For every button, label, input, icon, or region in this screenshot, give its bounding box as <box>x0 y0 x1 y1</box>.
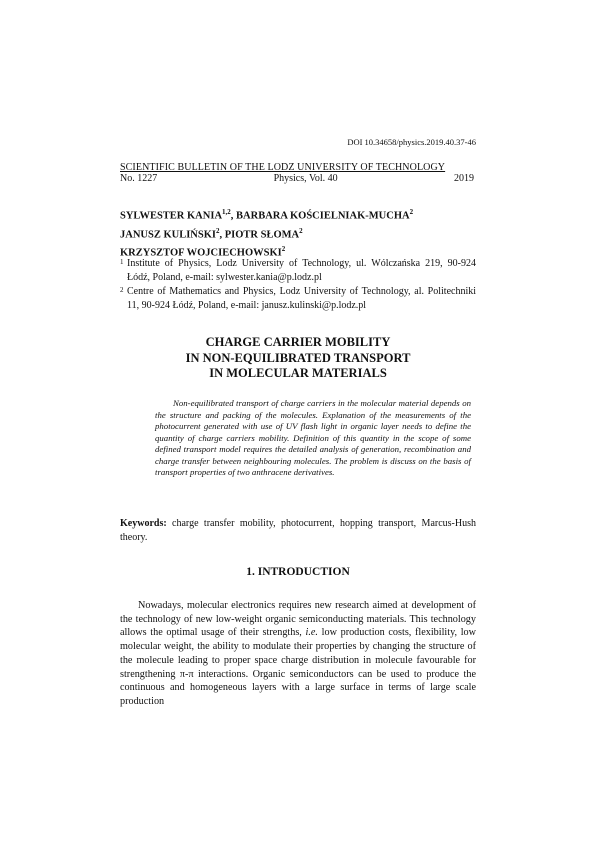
author-affil-mark: 1,2 <box>222 208 231 216</box>
keywords <box>120 517 476 544</box>
affiliation-item <box>120 257 476 284</box>
author-affil-mark: 2 <box>215 226 220 235</box>
author-affil-mark: 2 <box>409 208 414 216</box>
author-name: SYLWESTER KANIA <box>120 210 223 222</box>
title-line: CHARGE CARRIER MOBILITY <box>205 335 391 349</box>
intro-text-cont: low production costs, flexibility, low molecular weight, the ability to modulate their properties by changing the structure of the molecule leading to proper space charge distribution in molecule favourable for strengthening π-π interactions. Organic semiconductors can be used to produce the continuous and homogeneous layers with a large surface in terms of large scale production <box>120 627 477 707</box>
affiliation-number: 2 <box>120 286 124 294</box>
affiliation-item <box>120 285 476 312</box>
abstract: Non-equilibrated transport of charge carriers in the molecular material depends on the structure and packing of the molecules. Explanation of the measurements of the photocurrent generated with use of UV flash light in organic layer needs to define the quantity of charge carriers mobility. Definition of this quantity in the scope of some defined transport model requires the detailed analysis of generation, recombination and charge transfer between neighbouring molecules. The problem is discuss on the basis of transport properties of two anthracene derivatives. <box>155 398 471 477</box>
paper-title <box>120 335 476 382</box>
title-line: IN MOLECULAR MATERIALS <box>209 366 387 380</box>
author-affil-mark: 2 <box>281 245 286 253</box>
issue-volume: Physics, Vol. 40 <box>273 173 338 184</box>
journal-header <box>120 162 474 184</box>
keywords-label: Keywords: <box>120 518 167 529</box>
keywords-text: charge transfer mobility, photocurrent, hopping transport, Marcus-Hush theory. <box>120 518 476 543</box>
author-name: PIOTR SŁOMA <box>224 229 300 240</box>
affiliation-text: Institute of Physics, Lodz University of Technology, ul. Wólczańska 219, 90-924 Łódź, Poland, e-mail: sylwester.kania@p.lodz.pl <box>127 258 476 283</box>
journal-series: SCIENTIFIC BULLETIN OF THE LODZ UNIVERSITY OF TECHNOLOGY <box>120 162 446 173</box>
section-heading: 1. INTRODUCTION <box>246 566 350 578</box>
affiliation-number: 1 <box>120 258 124 266</box>
intro-text: Nowadays, molecular electronics requires new research aimed at development of the technology of new low-weight organic semiconducting materials. This technology allows the optimal usage of their strengths, <box>120 600 476 639</box>
affiliations <box>120 257 476 313</box>
affiliation-text: Centre of Mathematics and Physics, Lodz University of Technology, al. Politechniki 11, 90-924 Łódź, Poland, e-mail: janusz.kulinski@p.lodz.pl <box>127 286 476 311</box>
doi: DOI 10.34658/physics.2019.40.37-46 <box>347 137 476 147</box>
author-affil-mark: 2 <box>299 226 303 235</box>
issue-year: 2019 <box>453 173 474 184</box>
journal-issue-row <box>120 173 474 184</box>
author-name: KRZYSZTOF WOJCIECHOWSKI <box>120 247 282 259</box>
intro-ie: i.e. <box>305 627 318 639</box>
author-name: BARBARA KOŚCIELNIAK-MUCHA <box>236 210 410 222</box>
author-list: SYLWESTER KANIA$^{1,2}$, BARBARA KOŚCIELNIAK-MUCHA$^2$ JANUSZ KULIŃSKI$^2$, PIOTR SŁOMA$^2$ KRZYSZTOF WOJCIECHOWSKI$^2$ <box>120 208 414 259</box>
author-name: JANUSZ KULIŃSKI <box>120 229 216 240</box>
title-line: IN NON-EQUILIBRATED TRANSPORT <box>185 350 411 365</box>
intro-paragraph <box>120 599 476 709</box>
issue-number: No. 1227 <box>120 173 158 184</box>
